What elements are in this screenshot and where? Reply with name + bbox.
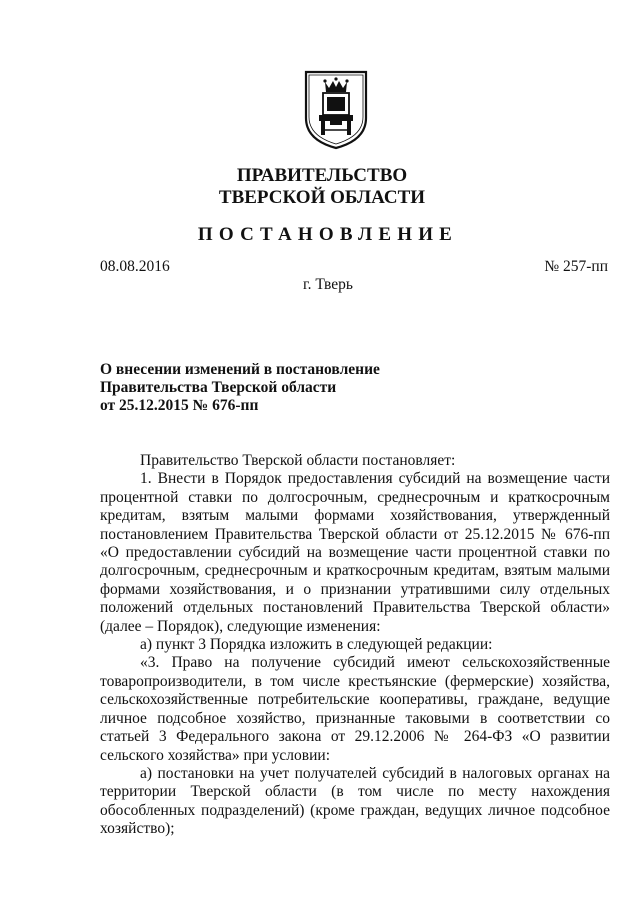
document-body xyxy=(100,452,610,839)
subject-line: О внесении изменений в постановление xyxy=(100,361,380,378)
document-date: 08.08.2016 xyxy=(100,258,170,275)
subject-line: от 25.12.2015 № 676-пп xyxy=(100,397,259,414)
government-title-line1: ПРАВИТЕЛЬСТВО xyxy=(236,165,408,186)
body-paragraph: а) постановки на учет получателей субсидий в налоговых органах на территории Тверской области (в том числе по месту нахождения обособленных подразделений) (кроме граждан, ведущих личное подсобное хозяйство); xyxy=(100,764,610,838)
body-paragraph: 1. Внести в Порядок предоставления субсидий на возмещение части процентной ставки по долгосрочным, среднесрочным и краткосрочным кредитам, взятым малыми формами хозяйствования, утвержденный постановлением Правительства Тверской области от 25.12.2015 № 676-пп «О предоставлении субсидий на возмещение части процентной ставки по долгосрочным, среднесрочным и краткосрочным кредитам, взятым малыми формами хозяйствования, и о признании утратившими силу отдельных положений отдельных постановлений Правительства Тверской области» (далее – Порядок), следующие изменения: xyxy=(100,470,610,635)
document-type: ПОСТАНОВЛЕНИЕ xyxy=(197,224,459,245)
body-paragraph: «3. Право на получение субсидий имеют сельскохозяйственные товаропроизводители, в том числе крестьянские (фермерские) хозяйства, сельскохозяйственные потребительские кооперативы, граждане, ведущие личное подсобное хозяйство, признанные таковыми в соответствии со статьей 3 Федерального закона от 29.12.2006 № 264-ФЗ «О развитии сельского хозяйства» при условии: xyxy=(100,654,610,764)
document-number: № 257-пп xyxy=(544,258,608,275)
tver-coat-of-arms-icon xyxy=(303,70,369,150)
document-city: г. Тверь xyxy=(303,276,353,293)
document-subject xyxy=(100,361,430,415)
government-title-line2: ТВЕРСКОЙ ОБЛАСТИ xyxy=(218,187,426,208)
subject-line: Правительства Тверской области xyxy=(100,379,337,396)
body-paragraph: Правительство Тверской области постановляет: xyxy=(140,452,456,469)
body-paragraph: а) пункт 3 Порядка изложить в следующей редакции: xyxy=(140,636,493,654)
